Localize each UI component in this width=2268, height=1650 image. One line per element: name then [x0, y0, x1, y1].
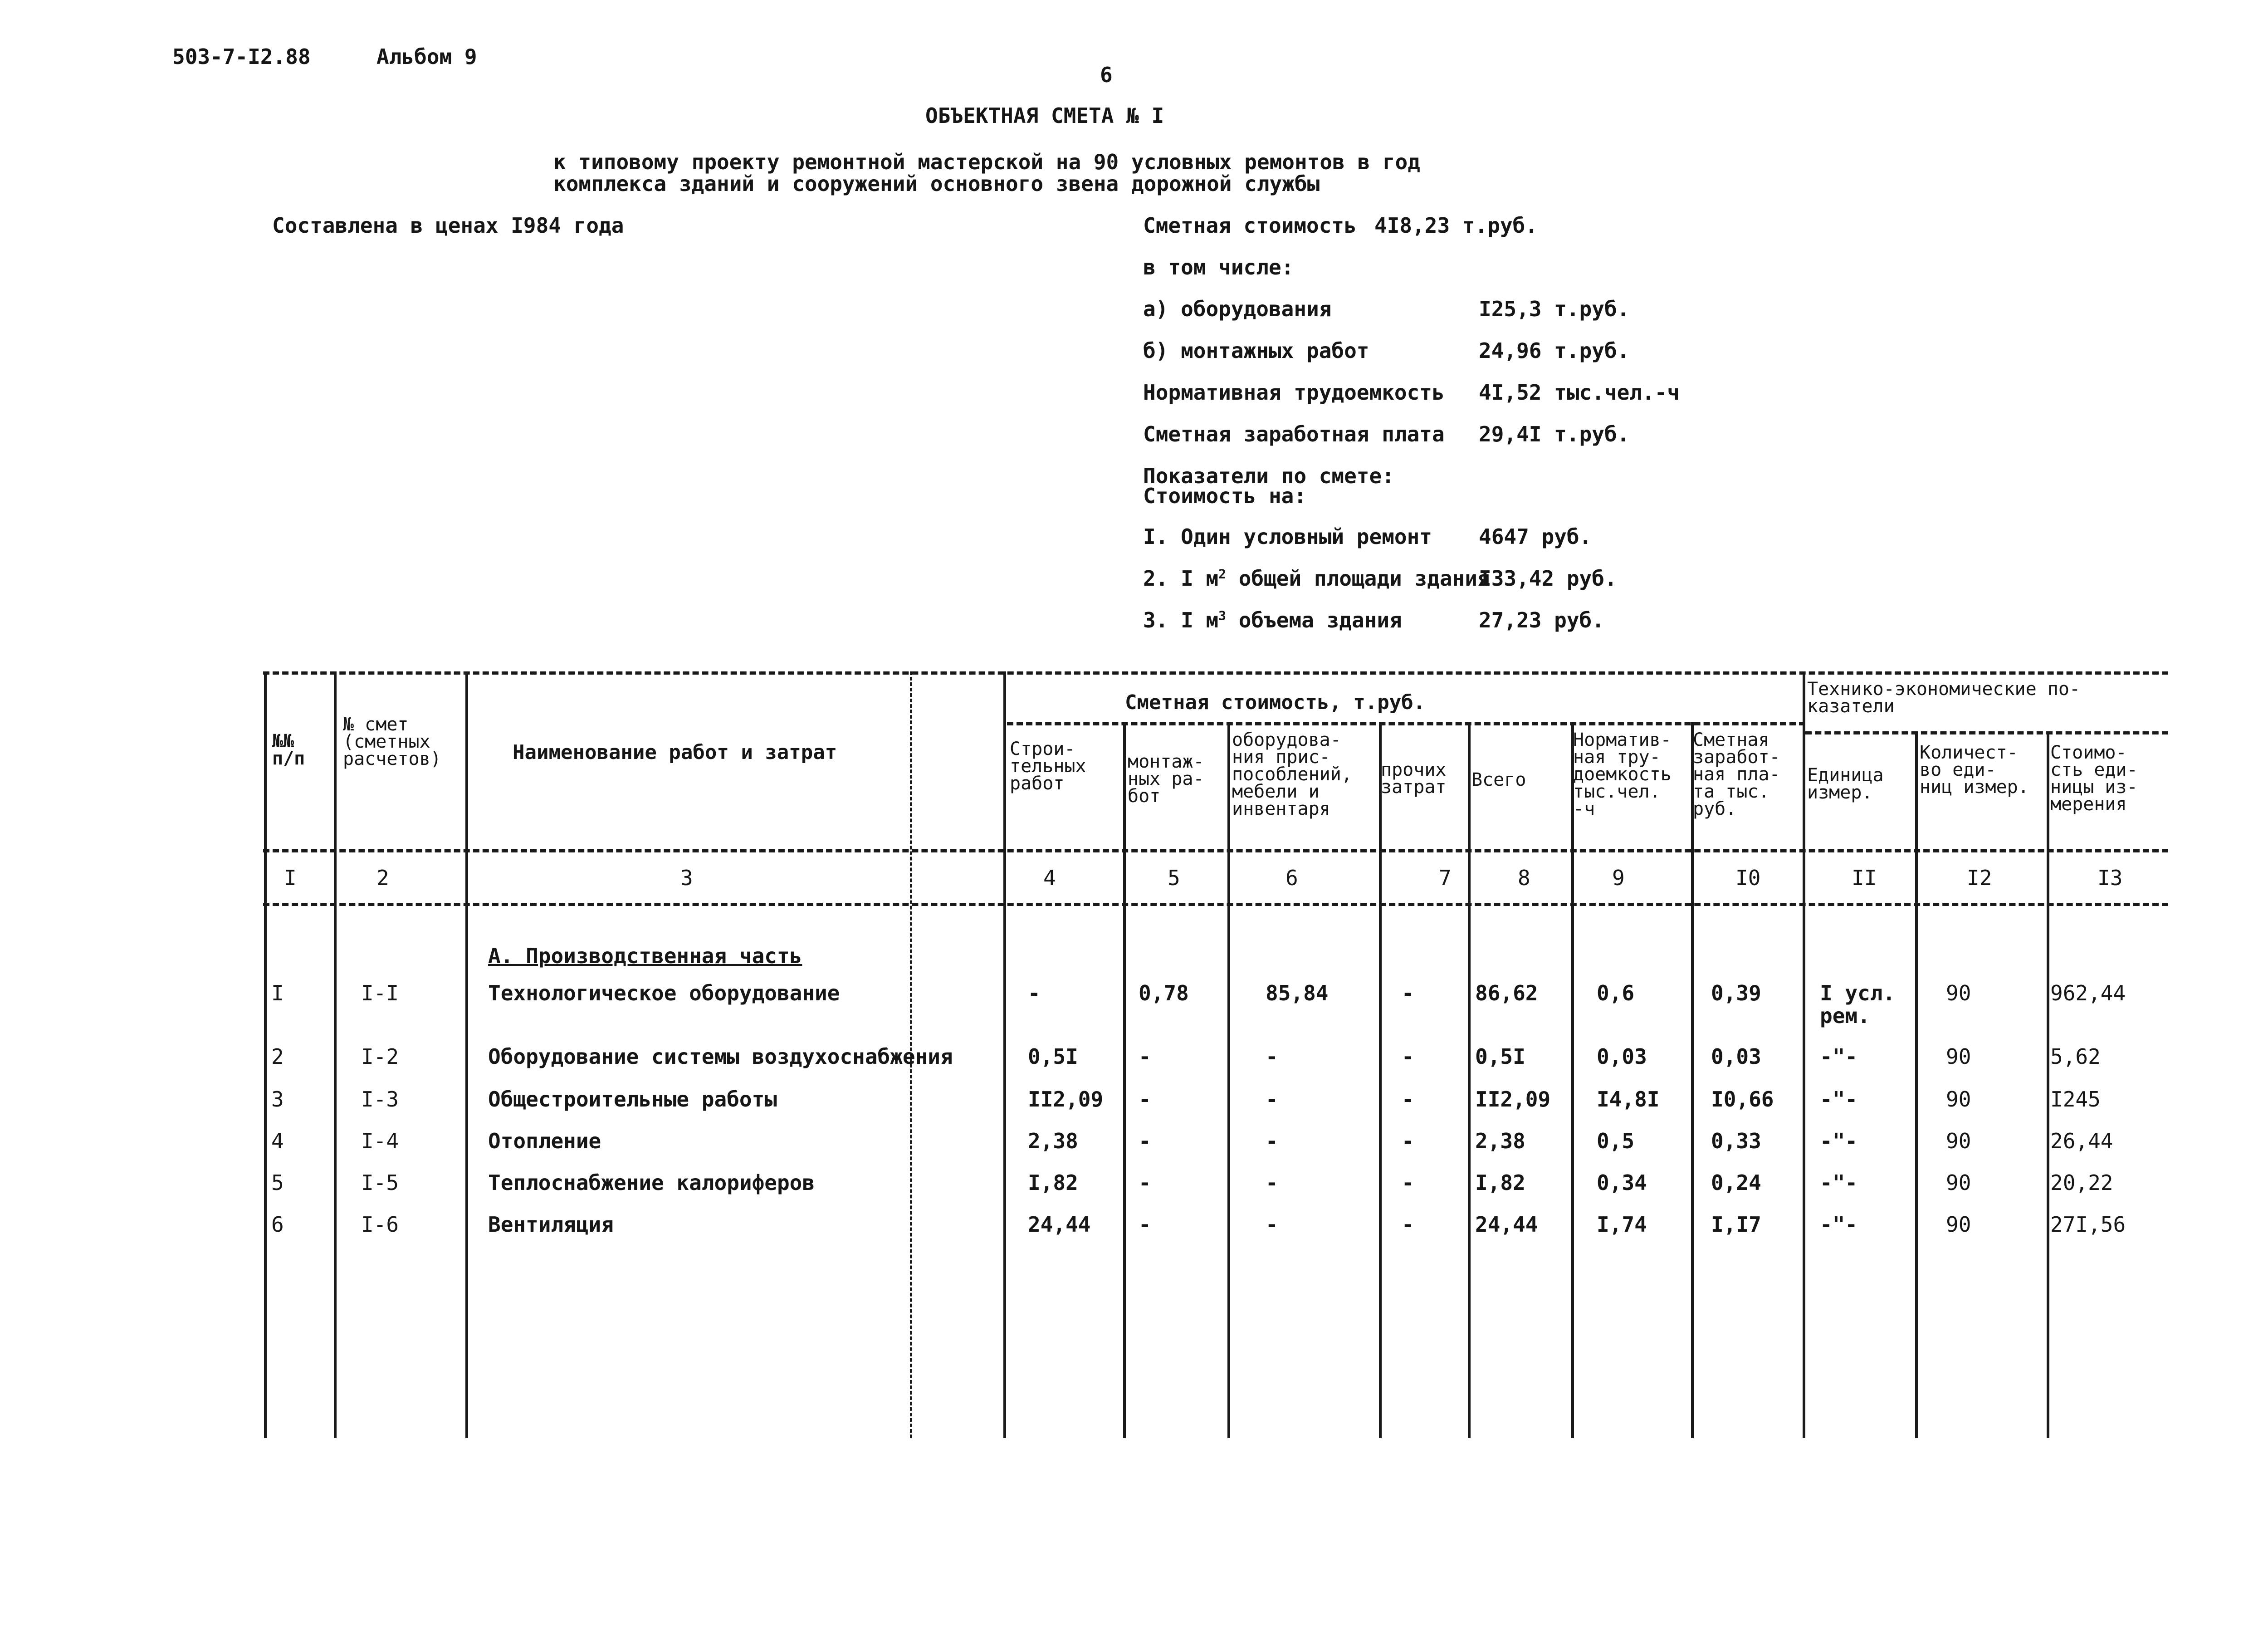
indicators-label: Показатели по смете:	[1143, 464, 1394, 488]
cell-total: II2,09	[1475, 1087, 1551, 1111]
cell-name: Общестроительные работы	[488, 1087, 777, 1111]
equipment-value: I25,3 т.руб.	[1479, 297, 1630, 321]
cell-num: 6	[271, 1212, 284, 1237]
subtitle-line-2: комплекса зданий и сооружений основного звена дорожной службы	[553, 171, 1320, 196]
cell-equipment: -	[1266, 1129, 1278, 1153]
cell-unit: I усл.	[1820, 981, 1896, 1005]
cell-estimate-no: I-2	[361, 1044, 399, 1069]
cell-construction: -	[1028, 981, 1041, 1005]
cell-wages: I0,66	[1711, 1087, 1774, 1111]
col-divider-11	[1915, 731, 1918, 1438]
header-wages: Сметная заработ- ная пла- та тыс. руб.	[1693, 730, 1780, 819]
cell-other: -	[1402, 1129, 1414, 1153]
header-equipment: оборудова- ния прис- пособлений, мебели и инвентаря	[1232, 730, 1352, 819]
header-bottom-rule	[263, 849, 2168, 852]
col-divider-3	[1003, 671, 1006, 1438]
section-title: А. Производственная часть	[488, 944, 802, 968]
header-installation: монтаж- ных ра- бот	[1128, 751, 1204, 807]
cell-wages: 0,03	[1711, 1044, 1761, 1069]
cell-equipment: -	[1266, 1044, 1278, 1069]
cell-name: Технологическое оборудование	[488, 981, 840, 1005]
cell-total: 24,44	[1475, 1212, 1538, 1237]
cell-unit-cost: 20,22	[2050, 1170, 2113, 1195]
col-divider-8	[1571, 722, 1574, 1438]
col-divider-1	[334, 671, 337, 1438]
subtitle-line-1: к типовому проекту ремонтной мастерской на 90 условных ремонтов в год	[553, 150, 1420, 174]
cell-name: Теплоснабжение калориферов	[488, 1170, 815, 1195]
cell-installation: 0,78	[1139, 981, 1189, 1005]
cell-other: -	[1402, 1087, 1414, 1111]
cell-wages: I,I7	[1711, 1212, 1761, 1237]
document-title: ОБЪЕКТНАЯ СМЕТА № I	[925, 103, 1164, 128]
cell-estimate-no: I-4	[361, 1129, 399, 1153]
cell-construction: 0,5I	[1028, 1044, 1078, 1069]
cell-labor: 0,6	[1597, 981, 1635, 1005]
cell-name: Вентиляция	[488, 1212, 614, 1237]
header-other: прочих затрат	[1381, 759, 1447, 798]
cell-labor: 0,03	[1597, 1044, 1647, 1069]
cell-construction: 24,44	[1028, 1212, 1091, 1237]
cell-num: I	[271, 981, 284, 1005]
including-label: в том числе:	[1143, 255, 1294, 279]
colnum-1: I	[284, 866, 297, 890]
indicator-3-label: 3. I $м^3$ объема здания	[1143, 608, 1402, 632]
installation-value: 24,96 т.руб.	[1479, 338, 1630, 363]
wages-value: 29,4I т.руб.	[1479, 422, 1630, 446]
indicator-1-label: I. Один условный ремонт	[1143, 524, 1432, 549]
labor-label: Нормативная трудоемкость	[1143, 380, 1445, 405]
colnum-4: 4	[1043, 866, 1056, 890]
estimated-cost-label: Сметная стоимость	[1143, 213, 1357, 238]
colnum-11: II	[1852, 866, 1877, 890]
document-code: 503-7-I2.88	[172, 44, 311, 69]
cell-num: 5	[271, 1170, 284, 1195]
cell-unit-line2: рем.	[1820, 1004, 1870, 1028]
cell-other: -	[1402, 1044, 1414, 1069]
cell-name: Оборудование системы воздухоснабжения	[488, 1044, 953, 1069]
cell-labor: I,74	[1597, 1212, 1647, 1237]
cell-labor: 0,5	[1597, 1129, 1635, 1153]
cell-total: 0,5I	[1475, 1044, 1525, 1069]
cell-estimate-no: I-I	[361, 981, 399, 1005]
cell-estimate-no: I-3	[361, 1087, 399, 1111]
wages-label: Сметная заработная плата	[1143, 422, 1445, 446]
cell-construction: I,82	[1028, 1170, 1078, 1195]
page-number: 6	[1100, 63, 1113, 87]
cell-equipment: -	[1266, 1170, 1278, 1195]
header-unit: Единица измер.	[1807, 765, 1884, 803]
col-divider-10	[1803, 671, 1805, 1438]
cell-num: 4	[271, 1129, 284, 1153]
col-divider-5	[1227, 722, 1230, 1438]
cell-num: 2	[271, 1044, 284, 1069]
cost-per-label: Стоимость на:	[1143, 484, 1307, 508]
cell-installation: -	[1139, 1044, 1151, 1069]
cell-unit: -"-	[1820, 1087, 1858, 1111]
colnum-6: 6	[1286, 866, 1298, 890]
tech-group-rule	[1805, 731, 2168, 734]
header-num: №№ п/п	[272, 731, 305, 769]
col-divider-2	[465, 671, 468, 1438]
cell-unit: -"-	[1820, 1170, 1858, 1195]
installation-label: б) монтажных работ	[1143, 338, 1369, 363]
cell-unit: -"-	[1820, 1212, 1858, 1237]
header-unit-cost: Стоимо- сть еди- ницы из- мерения	[2050, 742, 2138, 815]
cell-unit-cost: 27I,56	[2050, 1212, 2126, 1237]
colnum-3: 3	[680, 866, 693, 890]
cell-equipment: 85,84	[1266, 981, 1329, 1005]
labor-value: 4I,52 тыс.чел.-ч	[1479, 380, 1680, 405]
colnum-12: I2	[1967, 866, 1992, 890]
colnum-9: 9	[1612, 866, 1625, 890]
col-divider-12	[2047, 731, 2049, 1438]
cell-quantity: 90	[1946, 981, 1971, 1005]
cell-unit-cost: 5,62	[2050, 1044, 2101, 1069]
cell-installation: -	[1139, 1170, 1151, 1195]
cell-unit: -"-	[1820, 1129, 1858, 1153]
col-divider-7	[1468, 722, 1471, 1438]
cell-other: -	[1402, 1170, 1414, 1195]
colnum-13: I3	[2097, 866, 2123, 890]
cell-unit-cost: 26,44	[2050, 1129, 2113, 1153]
colnum-10: I0	[1735, 866, 1761, 890]
cell-wages: 0,33	[1711, 1129, 1761, 1153]
prices-note: Составлена в ценах I984 года	[272, 213, 624, 238]
cell-unit-cost: 962,44	[2050, 981, 2126, 1005]
cell-construction: 2,38	[1028, 1129, 1078, 1153]
cell-total: 2,38	[1475, 1129, 1525, 1153]
cell-wages: 0,39	[1711, 981, 1761, 1005]
colnum-5: 5	[1168, 866, 1180, 890]
cell-installation: -	[1139, 1212, 1151, 1237]
cell-quantity: 90	[1946, 1212, 1971, 1237]
col-divider-9	[1691, 722, 1694, 1438]
cell-other: -	[1402, 1212, 1414, 1237]
cell-quantity: 90	[1946, 1170, 1971, 1195]
indicator-1-value: 4647 руб.	[1479, 524, 1592, 549]
header-total: Всего	[1471, 769, 1526, 790]
cell-installation: -	[1139, 1129, 1151, 1153]
col-divider-4	[1123, 722, 1126, 1438]
table-left-border	[264, 671, 267, 1438]
equipment-label: а) оборудования	[1143, 297, 1332, 321]
cell-labor: 0,34	[1597, 1170, 1647, 1195]
table-top-rule	[263, 671, 2168, 675]
cell-quantity: 90	[1946, 1087, 1971, 1111]
cell-equipment: -	[1266, 1212, 1278, 1237]
colnum-7: 7	[1439, 866, 1452, 890]
header-name: Наименование работ и затрат	[513, 741, 837, 764]
indicator-2-label: 2. I $м^2$ общей площади здания	[1143, 566, 1490, 591]
col-divider-6	[1379, 722, 1382, 1438]
header-tech-group: Технико-экономические по- казатели	[1807, 679, 2081, 717]
cell-name: Отопление	[488, 1129, 601, 1153]
colnum-2: 2	[376, 866, 389, 890]
cell-wages: 0,24	[1711, 1170, 1761, 1195]
header-estimate-no: № смет (сметных расчетов)	[343, 714, 441, 769]
cell-quantity: 90	[1946, 1044, 1971, 1069]
cell-construction: II2,09	[1028, 1087, 1104, 1111]
estimated-cost-value: 4I8,23 т.руб.	[1374, 213, 1538, 238]
cell-equipment: -	[1266, 1087, 1278, 1111]
colnum-8: 8	[1518, 866, 1530, 890]
cell-labor: I4,8I	[1597, 1087, 1660, 1111]
cell-installation: -	[1139, 1087, 1151, 1111]
cell-other: -	[1402, 981, 1414, 1005]
cost-group-rule	[1007, 722, 1805, 725]
cell-total: 86,62	[1475, 981, 1538, 1005]
indicator-3-value: 27,23 руб.	[1479, 608, 1604, 632]
header-quantity: Количест- во еди- ниц измер.	[1920, 742, 2029, 798]
header-labor: Норматив- ная тру- доемкость тыс.чел. -ч	[1573, 730, 1672, 819]
indicator-2-value: I33,42 руб.	[1479, 566, 1617, 591]
cell-num: 3	[271, 1087, 284, 1111]
cell-estimate-no: I-5	[361, 1170, 399, 1195]
cell-unit-cost: I245	[2050, 1087, 2101, 1111]
cell-unit: -"-	[1820, 1044, 1858, 1069]
column-number-rule	[263, 903, 2168, 906]
cell-quantity: 90	[1946, 1129, 1971, 1153]
cell-estimate-no: I-6	[361, 1212, 399, 1237]
header-construction: Строи- тельных работ	[1010, 739, 1086, 794]
album-label: Альбом 9	[376, 44, 477, 69]
cell-total: I,82	[1475, 1170, 1525, 1195]
header-cost-group: Сметная стоимость, т.руб.	[1125, 691, 1426, 714]
